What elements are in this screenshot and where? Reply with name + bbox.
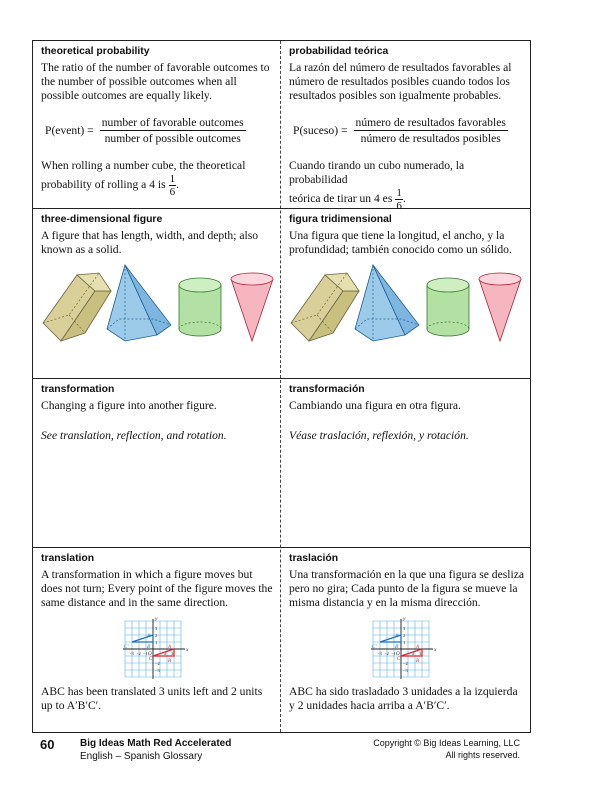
vertex-label-a-prime: A′	[395, 633, 400, 639]
entry-transformation	[33, 379, 280, 547]
definition: Cambiando una figura en otra figura.	[289, 399, 461, 412]
book-title: Big Ideas Math Red Accelerated	[80, 738, 232, 749]
entry-translation	[33, 548, 280, 732]
example-line-1: Cuando tirando un cubo numerado, la probabilidad	[289, 158, 465, 186]
term-heading: three-dimensional figure	[41, 214, 163, 225]
x-axis-label: x	[186, 646, 189, 653]
solids-illustration	[41, 263, 277, 359]
example-line-1: When rolling a number cube, the theoretical	[41, 158, 246, 172]
vertex-label-c-prime: C′	[124, 644, 129, 650]
term-heading: probabilidad teórica	[289, 46, 389, 57]
vertex-label-b: B	[416, 658, 420, 664]
entry-three-dimensional-figure	[33, 209, 280, 378]
term-heading: figura tridimensional	[289, 214, 392, 225]
term-heading: transformation	[41, 384, 115, 395]
definition: The ratio of the number of favorable outcomes to the number of possible outcomes when all possible outcomes are equally likely.	[41, 61, 270, 103]
vertex-label-c-prime: C′	[372, 644, 377, 650]
x-tick-label: −2	[384, 650, 389, 656]
cylinder-figure	[427, 278, 469, 336]
y-axis-label: y	[155, 616, 158, 622]
example-period: .	[176, 177, 180, 191]
x-axis-label: x	[434, 646, 437, 653]
example-text: probability of rolling a 4 is	[41, 177, 166, 191]
entry-figura-tridimensional	[281, 209, 530, 378]
x-tick-label: −3	[377, 650, 382, 656]
vertex-label-b: B	[168, 658, 172, 664]
example-period: .	[402, 192, 406, 206]
fraction-numerator: 1	[396, 187, 402, 200]
cylinder-top	[179, 278, 221, 292]
x-tick-label: 3	[171, 650, 174, 656]
pyramid-figure	[107, 265, 171, 341]
y-tick-label: 1	[403, 639, 406, 645]
cylinder-figure	[179, 278, 221, 336]
vertex-label-c: C	[149, 656, 153, 662]
definition: A figure that has length, width, and depth; also known as a solid.	[41, 229, 259, 257]
formula-lhs: P(suceso) =	[293, 123, 348, 137]
formula-denominator: number of possible outcomes	[104, 131, 241, 145]
term-heading: transformación	[289, 384, 365, 395]
x-tick-label: 2	[412, 650, 415, 656]
fraction-denominator: 6	[396, 200, 402, 213]
definition: Una figura que tiene la longitud, el ancho, y la profundidad; también conocido como un sólido.	[289, 229, 512, 257]
vertex-label-c: C	[397, 656, 401, 662]
see-also: Véase traslación, reflexión, y rotación.	[289, 429, 469, 443]
definition: Changing a figure into another figure.	[41, 399, 217, 412]
example-fraction	[169, 172, 180, 198]
probability-formula	[45, 116, 274, 145]
fraction-numerator: 1	[169, 172, 176, 185]
entry-probabilidad-teorica	[281, 41, 530, 213]
x-tick-label: −2	[136, 650, 141, 656]
definition: La razón del número de resultados favorables al número de resultados posibles cuando todos los resultados posibles son igualmente probables.	[289, 61, 512, 103]
y-tick-label: −2	[403, 660, 408, 666]
translation-graph	[113, 617, 205, 681]
y-tick-label: 2	[155, 632, 158, 638]
cylinder-body	[179, 285, 221, 336]
x-tick-label: −1	[391, 650, 396, 656]
vertex-label-b-prime: B′	[147, 644, 152, 650]
y-tick-label: −3	[155, 667, 160, 673]
page-number: 60	[40, 737, 55, 752]
vertex-label-a-prime: A′	[147, 633, 152, 639]
term-heading: traslación	[289, 553, 339, 564]
formula-fraction	[100, 116, 246, 145]
translation-graph	[361, 617, 453, 681]
vertex-label-a: A	[168, 644, 172, 650]
vertex-label-a: A	[416, 644, 420, 650]
example-line-2	[41, 173, 274, 198]
origin-label: O	[396, 651, 400, 657]
cylinder-top	[427, 278, 469, 292]
cone-top	[479, 273, 521, 285]
translation-example: ABC has been translated 3 units left and 2 units up to A′B′C′.	[41, 684, 263, 712]
copyright: Copyright © Big Ideas Learning, LLC	[373, 738, 520, 748]
x-tick-label: 2	[164, 650, 167, 656]
vertex-label-b-prime: B′	[395, 644, 400, 650]
x-tick-label: 3	[419, 650, 422, 656]
formula-denominator: número de resultados posibles	[360, 131, 501, 145]
prism-figure	[43, 273, 111, 341]
rights-reserved: All rights reserved.	[445, 750, 520, 760]
pyramid-figure	[355, 265, 419, 341]
prism-figure	[291, 273, 359, 341]
y-tick-label: 1	[155, 639, 158, 645]
formula-fraction	[354, 116, 508, 145]
y-tick-label: 3	[403, 625, 406, 631]
origin-label: O	[148, 651, 152, 657]
x-tick-label: −1	[143, 650, 148, 656]
cone-figure	[479, 273, 521, 341]
glossary-grid	[32, 40, 531, 733]
definition: A transformation in which a figure moves but does not turn; Every point of the figure moves the same distance and in the same direction.	[41, 568, 273, 610]
y-axis-label: y	[403, 616, 406, 622]
term-heading: theoretical probability	[41, 46, 150, 57]
term-heading: translation	[41, 553, 95, 564]
cone-body	[231, 279, 273, 341]
probability-formula	[293, 116, 524, 145]
y-tick-label: 2	[403, 632, 406, 638]
entry-theoretical-probability	[33, 41, 280, 208]
cylinder-body	[427, 285, 469, 336]
formula-numerator: número de resultados favorables	[355, 115, 506, 129]
formula-lhs: P(event) =	[45, 123, 94, 137]
x-tick-label: −3	[129, 650, 134, 656]
y-tick-label: 3	[155, 625, 158, 631]
entry-traslacion	[281, 548, 530, 732]
entry-transformacion	[281, 379, 530, 547]
see-also: See translation, reflection, and rotation.	[41, 429, 227, 443]
cone-figure	[231, 273, 273, 341]
formula-numerator: number of favorable outcomes	[101, 115, 244, 129]
definition: Una transformación en la que una figura se desliza pero no gira; Cada punto de la figura se mueve la misma distancia y en la misma dirección.	[289, 568, 524, 610]
example-text: teórica de tirar un 4 es	[289, 192, 393, 206]
solids-illustration	[289, 263, 525, 359]
fraction-denominator: 6	[169, 185, 176, 198]
translation-example: ABC ha sido trasladado 3 unidades a la izquierda y 2 unidades hacia arriba a A′B′C′.	[289, 684, 518, 712]
y-tick-label: −2	[155, 660, 160, 666]
cone-body	[479, 279, 521, 341]
y-tick-label: −3	[403, 667, 408, 673]
glossary-subtitle: English – Spanish Glossary	[80, 751, 203, 762]
cone-top	[231, 273, 273, 285]
